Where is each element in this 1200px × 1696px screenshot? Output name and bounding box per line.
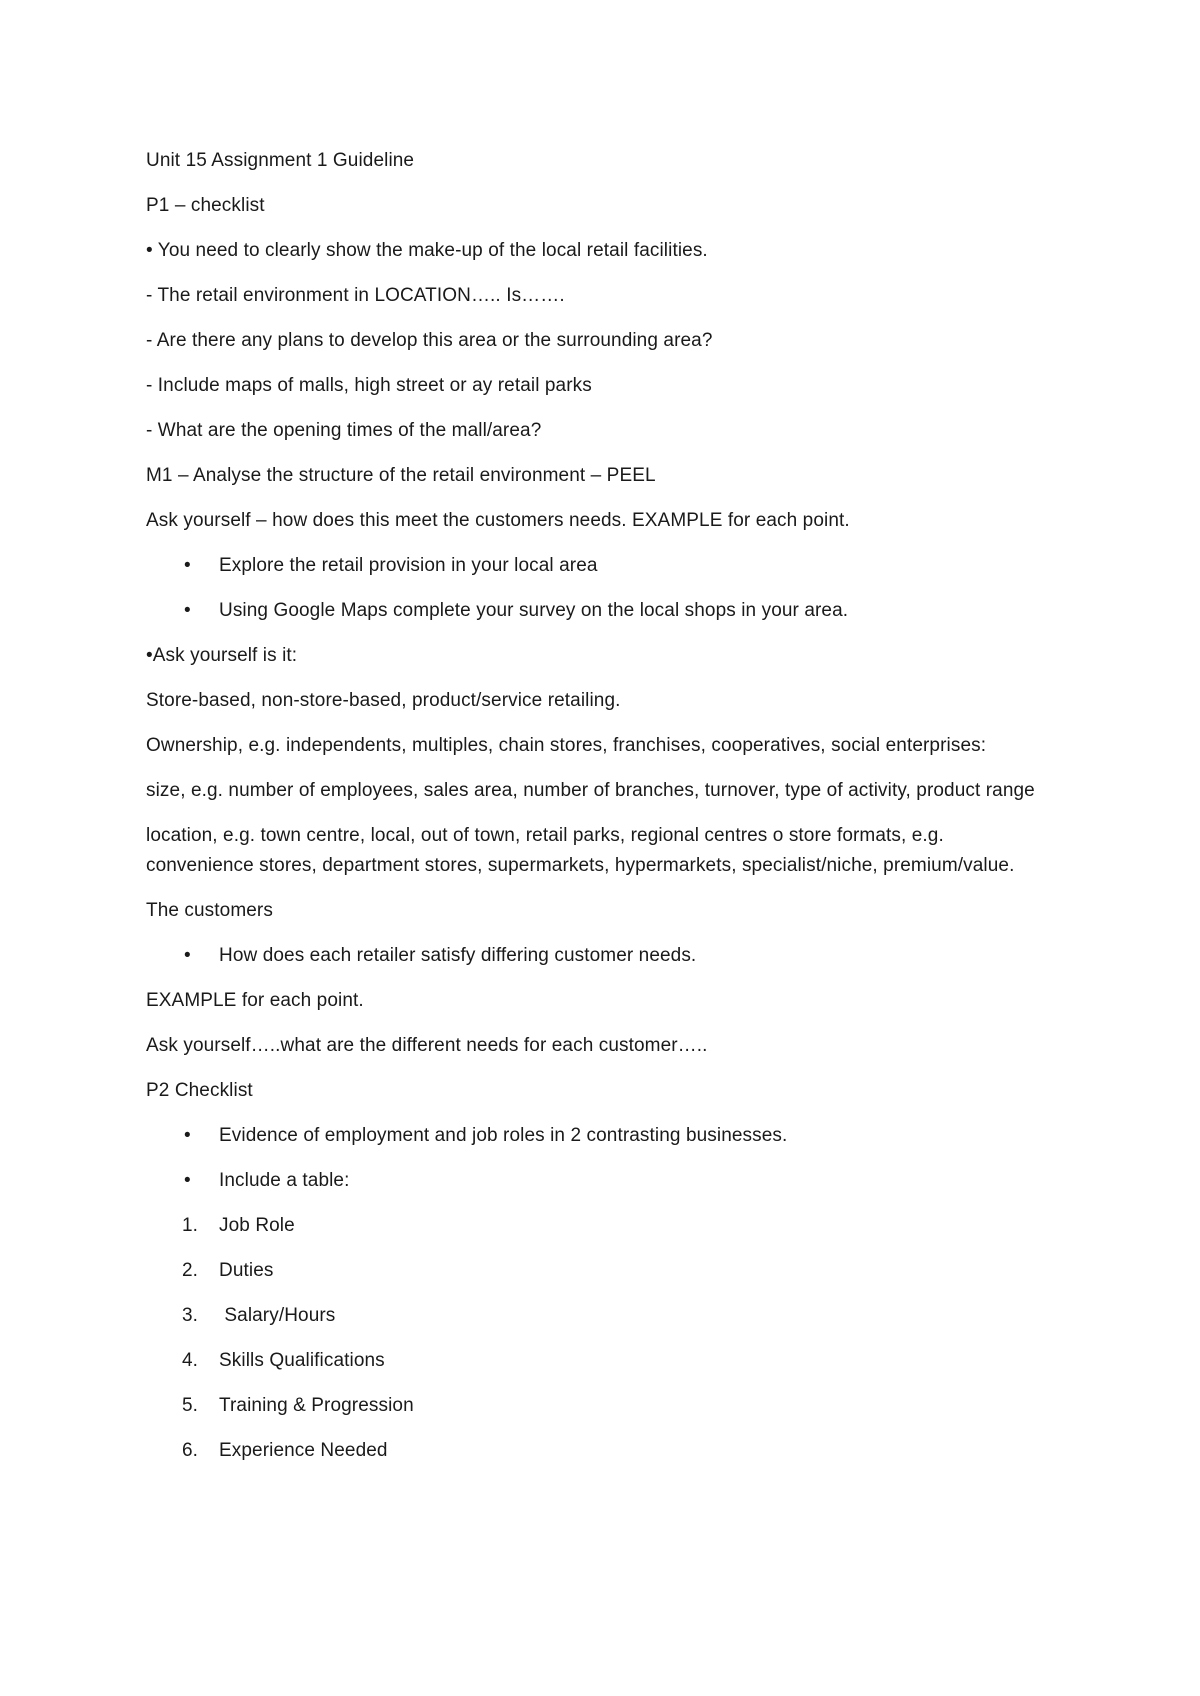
customers-heading: The customers [146, 900, 273, 921]
bullet-icon: • [184, 1170, 191, 1191]
item-text: Duties [219, 1260, 274, 1281]
bullet-text: Include a table: [219, 1170, 350, 1191]
item-text: Salary/Hours [219, 1305, 336, 1326]
list-item [146, 1166, 1046, 1196]
item-text: Experience Needed [219, 1440, 388, 1461]
item-number: 2. [182, 1260, 199, 1281]
document-body [146, 146, 1046, 1481]
p1-heading: P1 – checklist [146, 195, 265, 216]
item-number: 5. [182, 1395, 199, 1416]
p2-heading: P2 Checklist [146, 1080, 253, 1101]
item-number: 4. [182, 1350, 199, 1371]
item-number: 6. [182, 1440, 199, 1461]
item-number: 3. [182, 1305, 199, 1326]
list-item [146, 596, 1046, 626]
size-line: size, e.g. number of employees, sales area, number of branches, turnover, type of activity, product range [146, 780, 1035, 801]
bullet-text: Evidence of employment and job roles in 2 contrasting businesses. [219, 1125, 788, 1146]
bullet-icon: • [184, 945, 191, 966]
item-number: 1. [182, 1215, 199, 1236]
numbered-item [146, 1256, 1046, 1286]
location-line: location, e.g. town centre, local, out of town, retail parks, regional centres o store formats, e.g. convenience stores, department stores, supermarkets, hypermarkets, specialist/niche, premium/value. [146, 825, 1015, 876]
ask-is-it: •Ask yourself is it: [146, 645, 298, 666]
p1-item: - Are there any plans to develop this area or the surrounding area? [146, 330, 713, 351]
ownership-line: Ownership, e.g. independents, multiples, chain stores, franchises, cooperatives, social enterprises: [146, 735, 987, 756]
numbered-item [146, 1346, 1046, 1376]
bullet-text: How does each retailer satisfy differing customer needs. [219, 945, 697, 966]
item-text: Job Role [219, 1215, 295, 1236]
m1-ask: Ask yourself – how does this meet the customers needs. EXAMPLE for each point. [146, 510, 850, 531]
p1-intro: • You need to clearly show the make-up of the local retail facilities. [146, 240, 708, 261]
numbered-item [146, 1391, 1046, 1421]
bullet-text: Explore the retail provision in your local area [219, 555, 598, 576]
store-based-line: Store-based, non-store-based, product/service retailing. [146, 690, 621, 711]
numbered-item [146, 1301, 1046, 1331]
numbered-item [146, 1211, 1046, 1241]
m1-heading: M1 – Analyse the structure of the retail environment – PEEL [146, 465, 656, 486]
list-item [146, 1121, 1046, 1151]
item-text: Training & Progression [219, 1395, 414, 1416]
item-text: Skills Qualifications [219, 1350, 385, 1371]
document-title: Unit 15 Assignment 1 Guideline [146, 150, 415, 171]
list-item [146, 551, 1046, 581]
example-each-point: EXAMPLE for each point. [146, 990, 364, 1011]
p1-item: - Include maps of malls, high street or ay retail parks [146, 375, 592, 396]
p1-item: - The retail environment in LOCATION….. Is……. [146, 285, 565, 306]
bullet-icon: • [184, 1125, 191, 1146]
bullet-text: Using Google Maps complete your survey on the local shops in your area. [219, 600, 849, 621]
ask-needs: Ask yourself…..what are the different needs for each customer….. [146, 1035, 708, 1056]
p1-item: - What are the opening times of the mall/area? [146, 420, 542, 441]
bullet-icon: • [184, 555, 191, 576]
numbered-item [146, 1436, 1046, 1466]
list-item [146, 941, 1046, 971]
bullet-icon: • [184, 600, 191, 621]
